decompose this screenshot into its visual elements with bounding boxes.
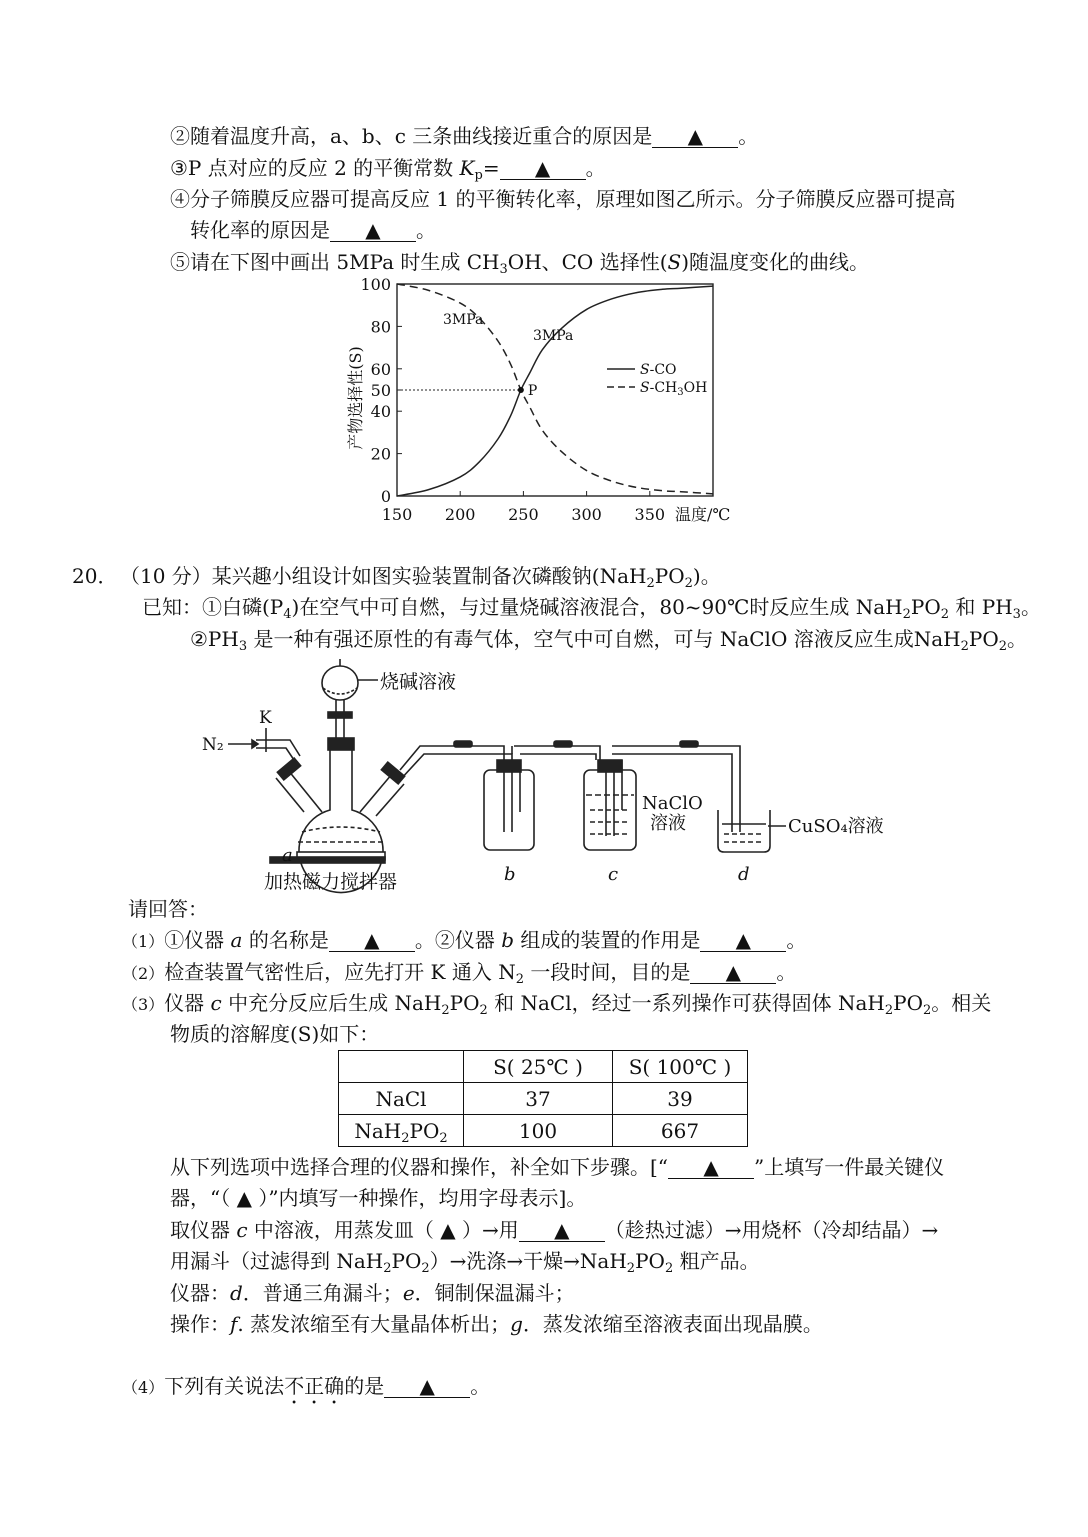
x-tick-label: 250 [508, 505, 539, 524]
table-cell: 667 [613, 1115, 748, 1147]
bottle-c [584, 760, 636, 850]
naclo-label: NaClO [642, 793, 703, 814]
table-row [339, 1115, 748, 1147]
q19-line-2: ②随着温度升高，a、b、c 三条曲线接近重合的原因是 ▲ 。 [170, 124, 759, 148]
table-cell: 39 [613, 1083, 748, 1115]
q19-line-4b: 转化率的原因是 ▲ 。 [190, 218, 436, 242]
table-header-cell: S( 25℃ ) [464, 1051, 613, 1083]
q20-known-1: 已知：①白磷$(P_4)$在空气中可自燃，与过量烧碱溶液混合，80~90℃时反应生成 $NaH_2PO_2$ 和 $PH_3$。 [142, 595, 1041, 622]
pressure-label-solid: 3MPa [533, 328, 574, 344]
answer-blank[interactable]: ▲ [500, 157, 586, 180]
answer-prompt: 请回答： [128, 897, 208, 921]
legend-label: $S-CH_3OH$ [640, 380, 708, 398]
bottle-b [484, 760, 534, 850]
x-tick-label: 300 [571, 505, 602, 524]
q20-heading: （10 分）某兴趣小组设计如图实验装置制备次磷酸钠$(NaH_2PO_2)$。 [120, 564, 721, 591]
y-tick-label: 100 [360, 275, 391, 294]
x-tick-label: 150 [381, 505, 413, 524]
table-cell: NaCl [339, 1083, 464, 1115]
valve-k-label: K [259, 708, 272, 728]
answer-blank[interactable]: ▲ [652, 125, 738, 148]
q20-part-3h: 操作：f. 蒸发浓缩至有大量晶体析出；g．蒸发浓缩至溶液表面出现晶膜。 [170, 1312, 823, 1336]
q19-line-3: ③P 点对应的反应 2 的平衡常数 $K_p=$ ▲ 。 [170, 156, 606, 183]
y-tick-label: 20 [370, 444, 391, 464]
q20-part-2: （2）检查装置气密性后，应先打开 K 通入 $N_2$ 一段时间，目的是 ▲ 。 [122, 960, 797, 987]
x-axis-title: 温度/℃ [675, 505, 731, 524]
q20-part-4: （4）下列有关说法不正确的是 ▲ 。 [122, 1374, 491, 1398]
q20-part-3a: （3）仪器 c 中充分反应后生成 $NaH_2PO_2$ 和 NaCl，经过一系列操作可获得固体 $NaH_2PO_2$。相关 [122, 991, 992, 1018]
answer-blank[interactable]: ▲ [330, 219, 416, 242]
solubility-table [338, 1050, 748, 1147]
chart-ticks [346, 275, 730, 524]
table-cell: $NaH_2PO_2$ [339, 1115, 464, 1147]
q20-part-3e: 取仪器 c 中溶液，用蒸发皿（ ▲ ）→用 ▲ （趁热过滤）→用烧杯（冷却结晶）→ [170, 1218, 939, 1242]
label-c: c [608, 864, 619, 885]
x-tick-label: 200 [444, 505, 476, 524]
chart-annotations [397, 312, 707, 399]
q20-part-1: （1）①仪器 a 的名称是 ▲ 。②仪器 b 组成的装置的作用是 ▲ 。 [122, 928, 807, 952]
q19-line-4a: ④分子筛膜反应器可提高反应 1 的平衡转化率，原理如图乙所示。分子筛膜反应器可提高 [170, 187, 956, 211]
answer-blank[interactable]: ▲ [690, 961, 776, 984]
table-header-cell: S( 100℃ ) [613, 1051, 748, 1083]
table-header-row [339, 1051, 748, 1083]
table-row [339, 1083, 748, 1115]
answer-blank[interactable]: ▲ [668, 1156, 754, 1179]
table-cell: 100 [464, 1115, 613, 1147]
answer-blank[interactable]: ▲ [384, 1375, 470, 1398]
beaker-d [718, 810, 786, 852]
apparatus-diagram [190, 655, 910, 900]
q19-line-5: ⑤请在下图中画出 5MPa 时生成 $CH_3OH$、CO 选择性(S)随温度变化的曲线。 [170, 250, 870, 277]
q20-part-3g: 仪器：d．普通三角漏斗；e．铜制保温漏斗； [170, 1281, 575, 1305]
label-b: b [504, 864, 516, 885]
y-tick-label: 40 [370, 402, 391, 422]
separatory-funnel [322, 659, 378, 740]
table-cell: 37 [464, 1083, 613, 1115]
y-axis-title: 产物选择性(S) [346, 346, 365, 450]
pressure-label-dashed: 3MPa [443, 312, 484, 328]
answer-blank[interactable]: ▲ [329, 929, 415, 952]
q20-number: 20． [72, 564, 118, 588]
heater-label: 加热磁力搅拌器 [264, 871, 398, 893]
selectivity-chart [330, 274, 750, 530]
table-header-cell [339, 1051, 464, 1083]
q20-part-3f: 用漏斗（过滤得到 $NaH_2PO_2)\to$洗涤→干燥$\to NaH_2PO_2$ 粗产品。 [170, 1249, 760, 1276]
answer-blank[interactable]: ▲ [519, 1219, 605, 1242]
legend-label: S-CO [640, 362, 677, 378]
label-d: d [738, 864, 750, 885]
q20-part-3d: 器，“（ ▲ ）”内填写一种操作，均用字母表示]。 [170, 1186, 587, 1210]
y-tick-label: 50 [370, 381, 391, 400]
cuso4-label: CuSO₄溶液 [788, 816, 884, 837]
point-p-marker [518, 387, 524, 393]
y-tick-label: 60 [370, 359, 391, 379]
n2-label: N₂ [202, 735, 224, 755]
q20-known-2: $②PH_3$ 是一种有强还原性的有毒气体，空气中可自燃，可与 NaClO 溶液反应生成$NaH_2PO_2$。 [190, 627, 1027, 654]
q20-part-3c: 从下列选项中选择合理的仪器和操作，补全如下步骤。[“ ▲ ”上填写一件最关键仪 [170, 1155, 945, 1179]
q20-part-3b: 物质的溶解度(S)如下： [170, 1022, 380, 1046]
x-tick-label: 350 [634, 505, 666, 524]
answer-blank[interactable]: ▲ [700, 929, 786, 952]
label-a: a [282, 845, 293, 866]
naclo-solution-label: 溶液 [650, 813, 686, 834]
y-tick-label: 80 [370, 317, 391, 337]
y-tick-label: 0 [380, 487, 391, 506]
point-p-label: P [527, 383, 538, 399]
funnel-label: 烧碱溶液 [380, 671, 457, 693]
